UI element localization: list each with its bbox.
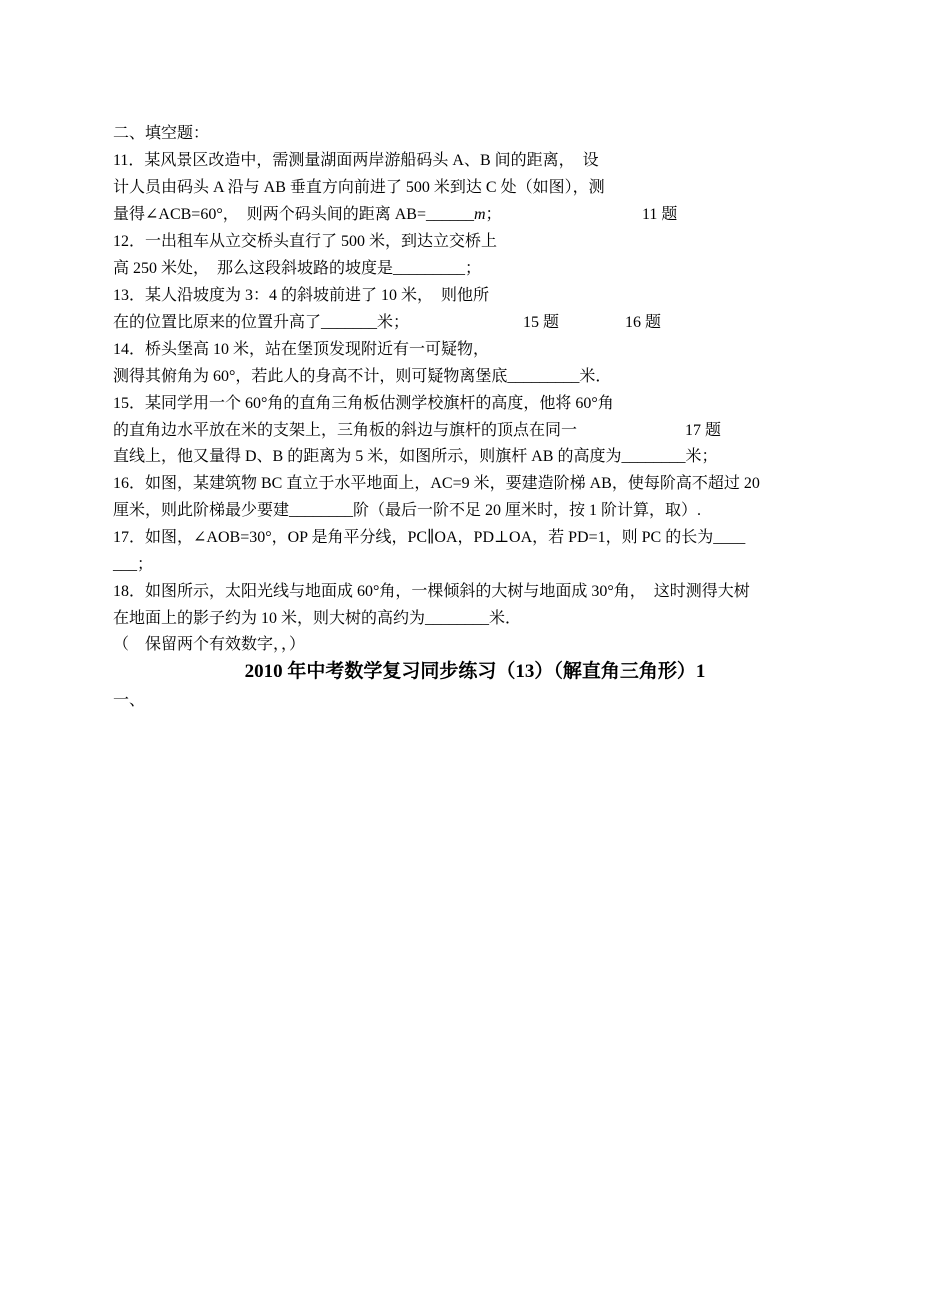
section-heading: 二、填空题： — [113, 125, 210, 142]
q16-line2: 厘米，则此阶梯最少要建________阶（最后一阶不足 20 厘米时，按 1 阶计算，取）. — [113, 502, 702, 519]
q11-line1: 11．某风景区改造中，需测量湖面两岸游船码头 A、B 间的距离， 设 — [113, 152, 599, 169]
q12-line1: 12．一出租车从立交桥头直行了 500 米，到达立交桥上 — [113, 233, 498, 250]
q13-line2: 在的位置比原来的位置升高了_______米； — [113, 314, 410, 331]
q18-line3: （ 保留两个有效数字，，） — [113, 636, 306, 653]
q11-unit: m — [473, 206, 486, 223]
q14-line1: 14．桥头堡高 10 米，站在堡顶发现附近有一可疑物， — [113, 341, 490, 358]
q11-line2: 计人员由码头 A 沿与 AB 垂直方向前进了 500 米到达 C 处（如图），测 — [113, 179, 605, 196]
q11-line3-text: 量得∠ACB=60°， 则两个码头间的距离 AB=______ — [113, 206, 474, 223]
answer-section-title: 2010 年中考数学复习同步练习（13）（解直角三角形）1 — [244, 661, 706, 682]
q15-line1: 15．某同学用一个 60°角的直角三角板估测学校旗杆的高度，他将 60°角 — [113, 395, 614, 412]
q12-line2: 高 250 米处， 那么这段斜坡路的坡度是_________； — [113, 260, 482, 277]
q17-line2: ___； — [113, 556, 154, 573]
q13-line1: 13．某人沿坡度为 3：4 的斜坡前进了 10 米， 则他所 — [113, 287, 490, 304]
q15-line3: 直线上，他又量得 D、B 的距离为 5 米，如图所示，则旗杆 AB 的高度为________米； — [113, 448, 718, 465]
figure-15-label: 15 题 — [523, 314, 560, 331]
q11-line3 — [113, 202, 502, 228]
q14-line2: 测得其俯角为 60°，若此人的身高不计，则可疑物离堡底_________米． — [113, 368, 612, 385]
figure-17-label: 17 题 — [685, 422, 722, 439]
q15-line2: 的直角边水平放在米的支架上，三角板的斜边与旗杆的顶点在同一 — [113, 422, 578, 439]
figure-11-label: 11 题 — [642, 206, 678, 223]
q18-line2: 在地面上的影子约为 10 米，则大树的高约为________米． — [113, 610, 522, 627]
q17-line1: 17．如图，∠AOB=30°，OP 是角平分线，PC∥OA，PD⊥OA，若 PD=1，则 PC 的长为____ — [113, 529, 746, 546]
q16-line1: 16．如图，某建筑物 BC 直立于水平地面上，AC=9 米，要建造阶梯 AB，使每阶高不超过 20 — [113, 475, 760, 492]
q11-line3-end: ； — [485, 206, 502, 223]
figure-16-label: 16 题 — [625, 314, 662, 331]
q18-line1: 18．如图所示，太阳光线与地面成 60°角，一棵倾斜的大树与地面成 30°角， 这时测得大树 — [113, 583, 750, 600]
answer-section-heading: 一、 — [113, 692, 146, 709]
